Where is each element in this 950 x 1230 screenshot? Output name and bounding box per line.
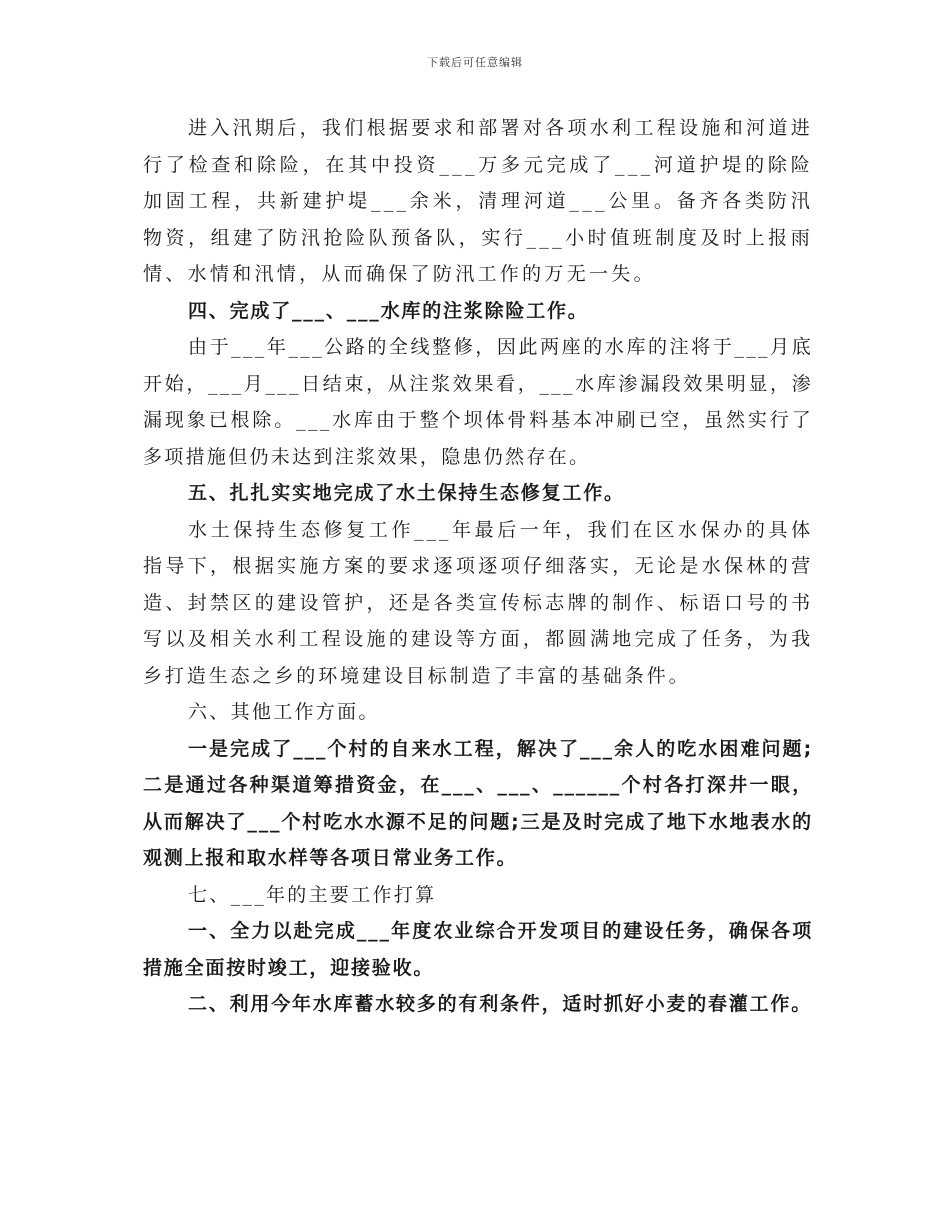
- heading-soil-conservation: 五、扎扎实实地完成了水土保持生态修复工作。: [188, 482, 625, 504]
- document-body: [143, 110, 813, 1023]
- paragraph-plan-item-1: 一、全力以赴完成___年度农业综合开发项目的建设任务，确保各项措施全面按时竣工，迎接验收。: [143, 920, 813, 979]
- heading-other-work: 六、其他工作方面。: [188, 701, 380, 723]
- paragraph-reservoir-grouting: 由于___年___公路的全线整修，因此两座的水库的注将于___月底开始，___月___日结束，从注浆效果看，___水库渗漏段效果明显，渗漏现象已根除。___水库由于整个坝体骨料基本冲刷已空，虽然实行了多项措施但仍未达到注浆效果，隐患仍然存在。: [143, 336, 813, 468]
- heading-reservoir-grouting: 四、完成了___、___水库的注浆除险工作。: [188, 299, 589, 322]
- paragraph-other-work: 一是完成了___个村的自来水工程，解决了___余人的吃水困难问题;二是通过各种渠道筹措资金，在___、___、______个村各打深井一眼，从而解决了___个村吃水水源不足的问题;三是及时完成了地下水地表水的观测上报和取水样等各项日常业务工作。: [143, 737, 813, 869]
- paragraph-plan-item-2: 二、利用今年水库蓄水较多的有利条件，适时抓好小麦的春灌工作。: [188, 993, 813, 1015]
- heading-work-plan: 七、___年的主要工作打算: [188, 883, 437, 906]
- paragraph-flood-season: 进入汛期后，我们根据要求和部署对各项水利工程设施和河道进行了检查和除险，在其中投资___万多元完成了___河道护堤的除险加固工程，共新建护堤___余米，清理河道___公里。备齐各类防汛物资，组建了防汛抢险队预备队，实行___小时值班制度及时上报雨情、水情和汛情，从而确保了防汛工作的万无一失。: [143, 117, 813, 285]
- download-watermark: 下载后可任意编辑: [427, 56, 523, 69]
- paragraph-soil-conservation: 水土保持生态修复工作___年最后一年，我们在区水保办的具体指导下，根据实施方案的要求逐项逐项仔细落实，无论是水保林的营造、封禁区的建设管护，还是各类宣传标志牌的制作、标语口号的书写以及相关水利工程设施的建设等方面，都圆满地完成了任务，为我乡打造生态之乡的环境建设目标制造了丰富的基础条件。: [143, 518, 813, 687]
